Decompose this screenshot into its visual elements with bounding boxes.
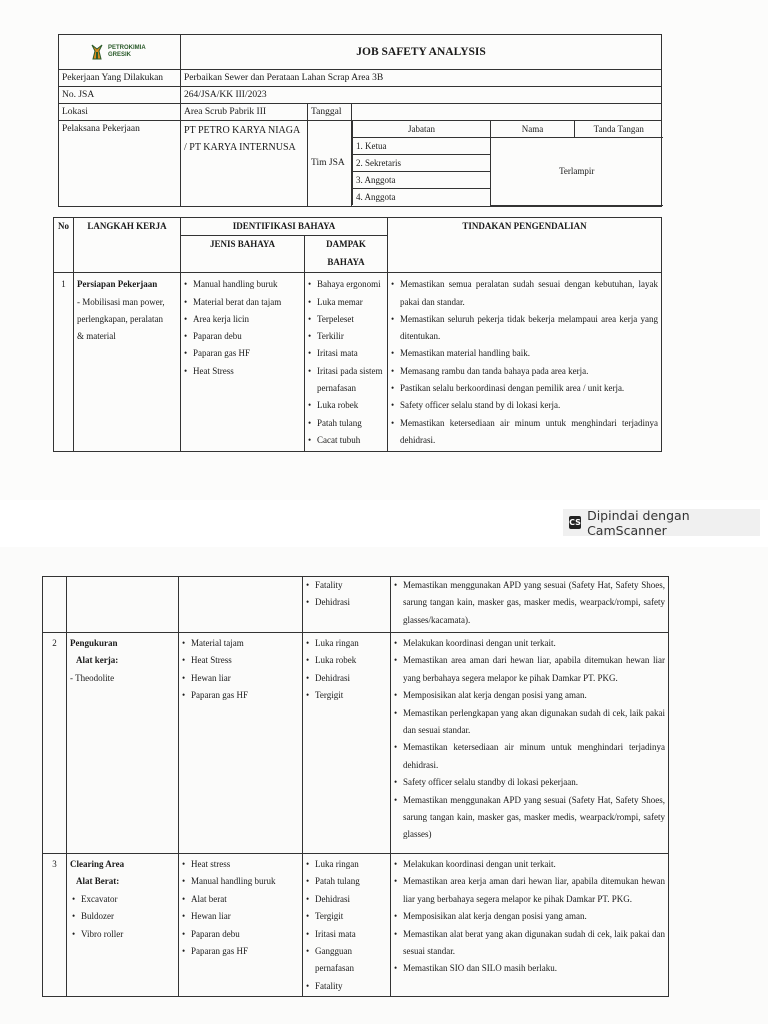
cont-dampak-item: • Dehidrasi: [306, 594, 387, 611]
row1-dampak-item: • Iritasi pada sistem pernafasan: [308, 363, 384, 398]
row2-jenis-item: • Hewan liar: [182, 670, 299, 687]
row2-jenis-item: • Paparan gas HF: [182, 687, 299, 704]
row3-tindakan-item: • Memastikan alat berat yang akan digunakan sudah di cek, laik pakai dan sesuai standar.: [394, 926, 665, 961]
row2-tindakan-item: • Memastikan perlengkapan yang akan digunakan sudah di cek, laik pakai dan sesuai standar.: [394, 705, 665, 740]
tim-jsa-table-cell: [352, 121, 662, 207]
row3-jenis: [179, 854, 303, 997]
lokasi-value: Area Scrub Pabrik III: [181, 104, 308, 121]
row1-dampak-item: • Patah tulang: [308, 415, 384, 432]
row3-dampak-item: • Dehidrasi: [306, 891, 387, 908]
row1-langkah: [74, 273, 181, 452]
row2-tindakan-item: • Memastikan ketersediaan air minum untuk menghindari terjadinya dehidrasi.: [394, 739, 665, 774]
row1-title: Persiapan Pekerjaan: [77, 279, 158, 290]
row2-no: 2: [43, 633, 67, 854]
nojsa-value: 264/JSA/KK III/2023: [181, 87, 662, 104]
row2-dampak-item: • Tergigit: [306, 687, 387, 704]
row1-tindakan-item: • Pastikan selalu berkoordinasi dengan pemilik area / unit kerja.: [391, 380, 658, 397]
row2-tindakan-item: • Memposisikan alat kerja dengan posisi yang aman.: [394, 687, 665, 704]
row3-dampak-item: • Fatality: [306, 978, 387, 995]
row3-dampak: [303, 854, 391, 997]
row2-tindakan: [391, 633, 669, 854]
row2-item: - Theodolite: [70, 672, 115, 683]
jsa-header-table: [58, 34, 662, 207]
row2-title: Pengukuran: [70, 638, 118, 648]
row2-dampak-item: • Dehidrasi: [306, 670, 387, 687]
row1-dampak-item: • Luka robek: [308, 397, 384, 414]
row3-jenis-item: • Hewan liar: [182, 908, 299, 925]
row3-sub: Alat Berat:: [76, 876, 120, 887]
row1-dampak-item: • Iritasi mata: [308, 345, 384, 362]
row2-tindakan-item: • Melakukan koordinasi dengan unit terkait.: [394, 635, 665, 652]
row3-item: • Vibro roller: [72, 926, 175, 943]
row1-tindakan-item: • Memastikan semua peralatan sudah sesuai dengan kebutuhan, layak pakai dan standar.: [391, 276, 658, 311]
row1-tindakan-item: • Memasang rambu dan tanda bahaya pada area kerja.: [391, 363, 658, 380]
camscanner-label: Dipindai dengan CamScanner: [587, 507, 690, 538]
row1-jenis-item: • Area kerja licin: [184, 311, 301, 328]
row1-dampak-item: • Terkilir: [308, 328, 384, 345]
tanda-tangan-header: Tanda Tangan: [575, 121, 663, 138]
camscanner-icon: CS: [569, 518, 581, 527]
timjsa-label: Tim JSA: [308, 121, 352, 207]
jabatan-anggota-4: 4. Anggota: [353, 189, 491, 206]
row1-dampak-item: • Bahaya ergonomi: [308, 276, 384, 293]
row3-tindakan-item: • Memastikan area kerja aman dari hewan liar, apabila ditemukan hewan liar yang berbahaya segera melapor ke pihak Damkar PT. PKG.: [394, 873, 665, 908]
row1-tindakan-item: • Memastikan material handling baik.: [391, 345, 658, 362]
jabatan-header: Jabatan: [353, 121, 491, 138]
col-dampak-header-line2: BAHAYA: [327, 256, 365, 267]
row1-dampak-item: • Cacat tubuh: [308, 432, 384, 449]
pekerjaan-value: Perbaikan Sewer dan Perataan Lahan Scrap Area 3B: [181, 70, 662, 87]
row3-dampak-item: • Gangguan pernafasan: [306, 943, 387, 978]
row1-tindakan-item: • Memastikan seluruh pekerja tidak bekerja melampaui area kerja yang ditentukan.: [391, 311, 658, 346]
pekerjaan-label: Pekerjaan Yang Dilakukan: [59, 70, 181, 87]
row1-jenis-item: • Heat Stress: [184, 363, 301, 380]
row3-jenis-item: • Paparan gas HF: [182, 943, 299, 960]
row3-title: Clearing Area: [70, 859, 125, 869]
cont-dampak-item: • Fatality: [306, 577, 387, 594]
pelaksana-value: [181, 121, 308, 207]
col-dampak-header-line1: DAMPAK: [326, 239, 366, 250]
row3-dampak-item: • Luka ringan: [306, 856, 387, 873]
row2-tindakan-item: • Memastikan area aman dari hewan liar, apabila ditemukan hewan liar yang berbahaya segera melapor ke pihak Damkar PT. PKG.: [394, 652, 665, 687]
row2-langkah: [67, 633, 179, 854]
row2-sub: Alat kerja:: [76, 655, 119, 666]
row3-dampak-item: • Tergigit: [306, 908, 387, 925]
petrokimia-logo-icon: [90, 43, 104, 61]
row3-dampak-item: • Patah tulang: [306, 873, 387, 890]
pelaksana-label: Pelaksana Pekerjaan: [59, 121, 181, 207]
row3-langkah: [67, 854, 179, 997]
row1-no: 1: [54, 273, 74, 452]
row3-item: • Excavator: [72, 891, 175, 908]
row3-tindakan: [391, 854, 669, 997]
row2-jenis-item: • Material tajam: [182, 635, 299, 652]
row3-jenis-item: • Paparan debu: [182, 926, 299, 943]
row1-tindakan-item: • Safety officer selalu stand by di lokasi kerja.: [391, 397, 658, 414]
nama-header: Nama: [491, 121, 575, 138]
row2-jenis-item: • Heat Stress: [182, 652, 299, 669]
col-dampak-header: [305, 236, 388, 273]
row1-tindakan: [388, 273, 662, 452]
row1-desc-2: perlengkapan, peralatan: [77, 313, 163, 324]
row1-dampak: [305, 273, 388, 452]
cont-no: [43, 577, 67, 633]
row1-dampak-item: • Terpeleset: [308, 311, 384, 328]
row3-tindakan-item: • Melakukan koordinasi dengan unit terkait.: [394, 856, 665, 873]
tim-jsa-table: [352, 121, 663, 206]
jabatan-anggota-3: 3. Anggota: [353, 172, 491, 189]
row2-dampak-item: • Luka ringan: [306, 635, 387, 652]
nojsa-label: No. JSA: [59, 87, 181, 104]
row1-desc-1: - Mobilisasi man power,: [77, 296, 165, 307]
pelaksana-value-line1: PT PETRO KARYA NIAGA: [184, 125, 301, 136]
row2-dampak-item: • Luka robek: [306, 652, 387, 669]
row2-tindakan-item: • Safety officer selalu standby di lokasi pekerjaan.: [394, 774, 665, 791]
row3-jenis-item: • Alat berat: [182, 891, 299, 908]
row2-jenis: [179, 633, 303, 854]
row3-tindakan-item: • Memposisikan alat kerja dengan posisi yang aman.: [394, 908, 665, 925]
row1-tindakan-item: • Memastikan ketersediaan air minum untuk menghindari terjadinya dehidrasi.: [391, 415, 658, 450]
camscanner-watermark: [563, 509, 760, 536]
jabatan-ketua: 1. Ketua: [353, 138, 491, 155]
row1-dampak-item: • Luka memar: [308, 294, 384, 311]
col-langkah-header: LANGKAH KERJA: [74, 218, 181, 273]
row3-dampak-item: • Iritasi mata: [306, 926, 387, 943]
jsa-continuation-table: [42, 576, 669, 997]
row1-jenis-item: • Material berat dan tajam: [184, 294, 301, 311]
jsa-main-table: [53, 217, 662, 452]
row3-tindakan-item: • Memastikan SIO dan SILO masih berlaku.: [394, 960, 665, 977]
row2-tindakan-item: • Memastikan menggunakan APD yang sesuai (Safety Hat, Safety Shoes, sarung tangan kain, masker gas, masker medis, wearpack/rompi, safety glasses): [394, 792, 665, 844]
terlampir-cell: Terlampir: [491, 138, 663, 206]
row3-item: • Buldozer: [72, 908, 175, 925]
col-no-header: No: [54, 218, 74, 273]
row1-desc-3: & material: [77, 331, 116, 342]
row1-jenis: [181, 273, 305, 452]
row1-jenis-item: • Paparan gas HF: [184, 345, 301, 362]
row1-jenis-item: • Manual handling buruk: [184, 276, 301, 293]
logo-line2: GRESIK: [108, 52, 132, 58]
row3-jenis-item: • Manual handling buruk: [182, 873, 299, 890]
cont-tindakan: [391, 577, 669, 633]
scanned-page-1: [0, 0, 768, 500]
row2-dampak: [303, 633, 391, 854]
tanggal-value: [352, 104, 662, 121]
logo-cell: [59, 35, 181, 70]
logo-line1: PETROKIMIA: [108, 45, 146, 51]
row1-jenis-item: • Paparan debu: [184, 328, 301, 345]
petrokimia-logo: [62, 43, 177, 61]
pelaksana-value-line2: / PT KARYA INTERNUSA: [184, 142, 296, 153]
cont-langkah: [67, 577, 179, 633]
document-title: JOB SAFETY ANALYSIS: [181, 35, 662, 70]
col-tindakan-header: TINDAKAN PENGENDALIAN: [388, 218, 662, 273]
tanggal-label: Tanggal: [308, 104, 352, 121]
cont-tindakan-item: • Memastikan menggunakan APD yang sesuai (Safety Hat, Safety Shoes, sarung tangan kain, masker gas, masker medis, wearpack/rompi, safety glasses/kacamata).: [394, 577, 665, 629]
jabatan-sekretaris: 2. Sekretaris: [353, 155, 491, 172]
col-identifikasi-header: IDENTIFIKASI BAHAYA: [181, 218, 388, 236]
lokasi-label: Lokasi: [59, 104, 181, 121]
row3-jenis-item: • Heat stress: [182, 856, 299, 873]
row3-no: 3: [43, 854, 67, 997]
cont-dampak: [303, 577, 391, 633]
scanned-page-2: [0, 547, 768, 1024]
cont-jenis: [179, 577, 303, 633]
col-jenis-header: JENIS BAHAYA: [181, 236, 305, 273]
